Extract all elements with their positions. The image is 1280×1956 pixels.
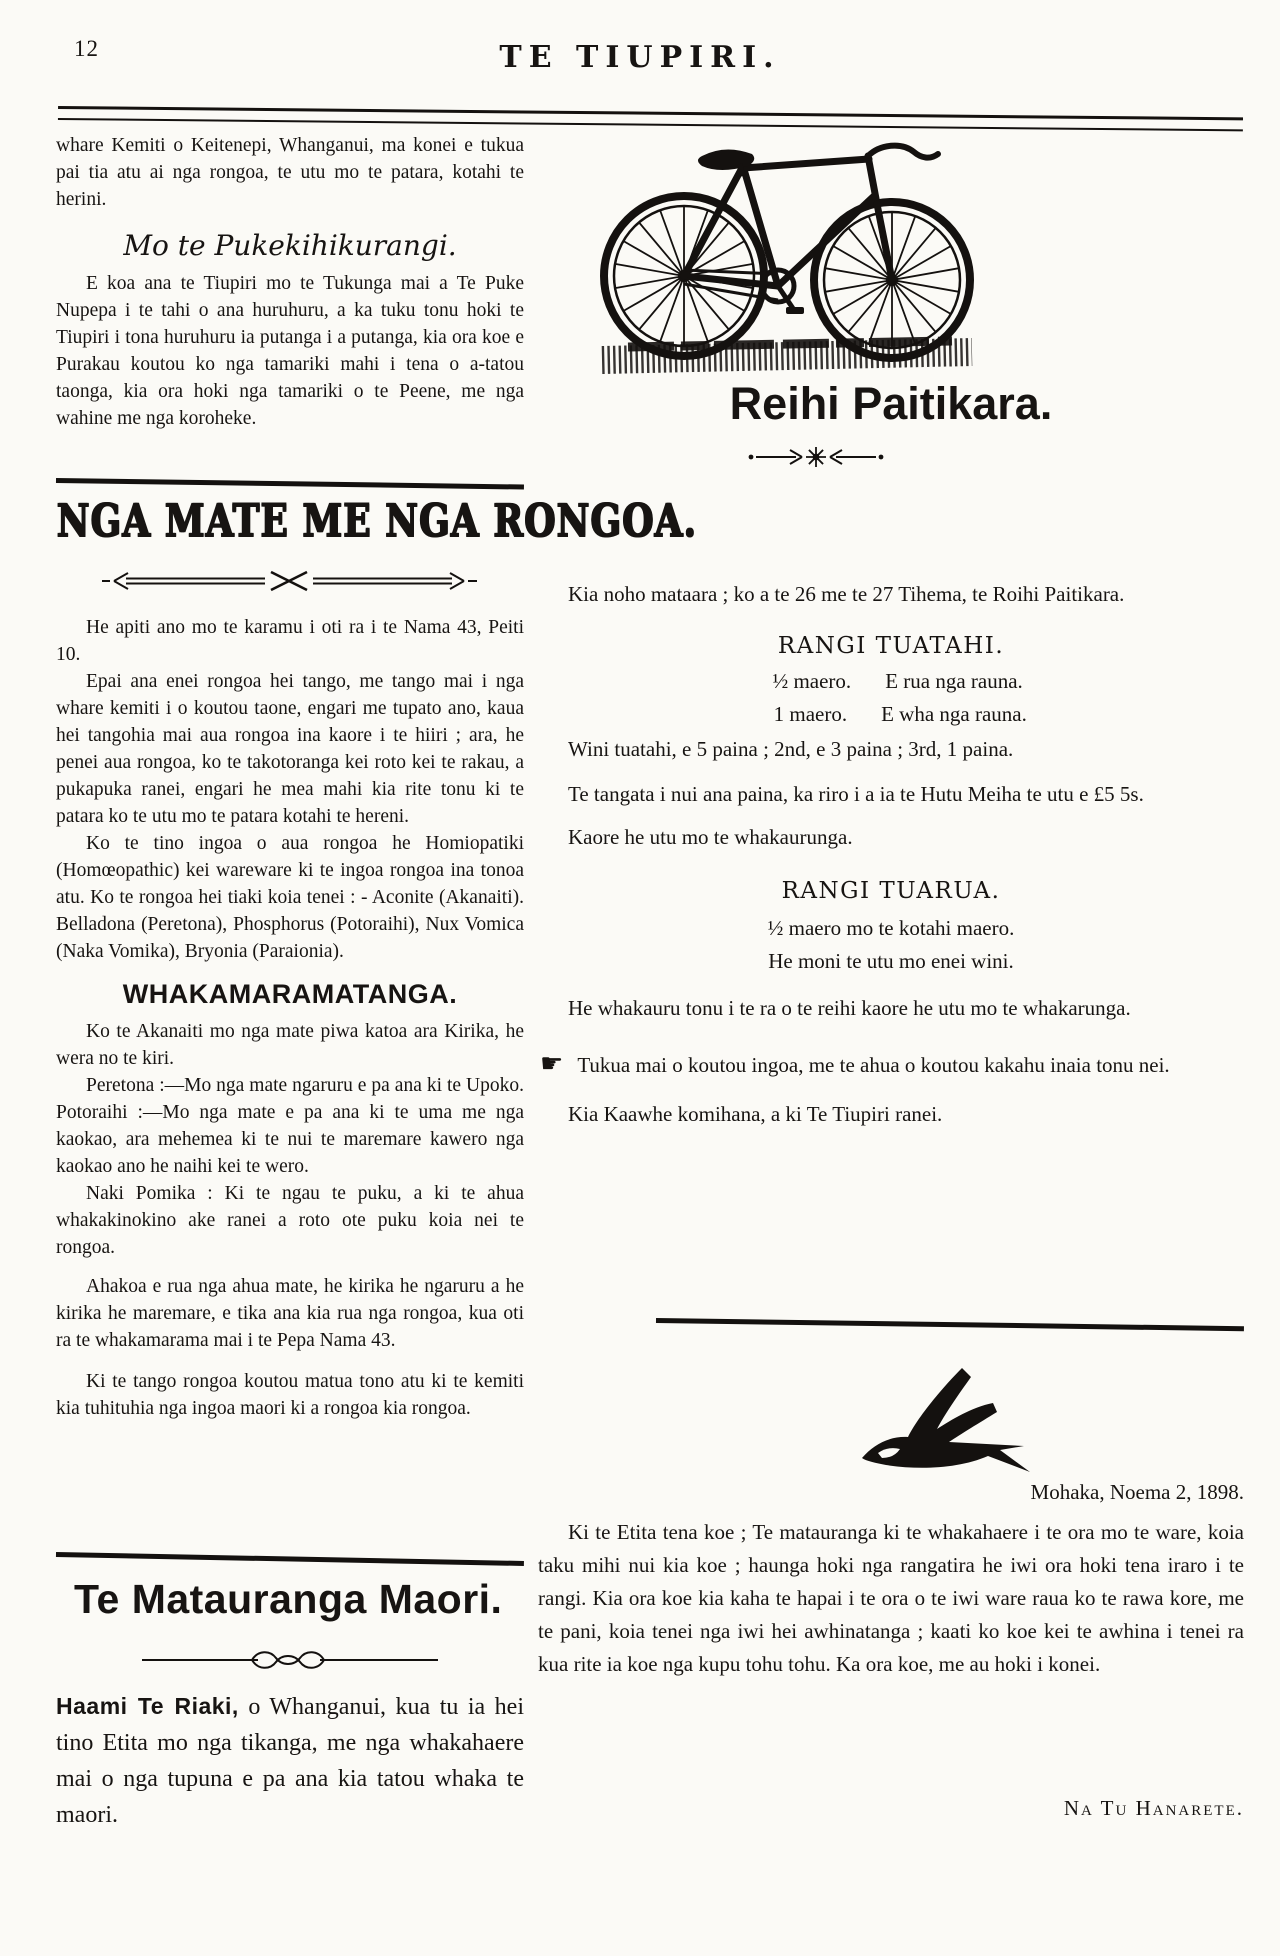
letter-dateline: Mohaka, Noema 2, 1898. [1030, 1480, 1244, 1504]
pointing-hand-icon: ☛ [540, 1049, 564, 1078]
page-number: 12 [74, 36, 99, 61]
heading-te-matauranga-maori: Te Matauranga Maori. [74, 1576, 503, 1622]
paragraph-haami-te-riaki [56, 1688, 524, 1833]
race-distance-row [538, 698, 1244, 731]
distance-label: 1 maero. [773, 702, 848, 726]
section-rule [56, 478, 524, 489]
headline-nga-mate: NGA MATE ME NGA RONGOA. [56, 494, 697, 547]
paragraph-tukua-mai [538, 1049, 1244, 1082]
paragraph-apiti: He apiti ano mo te karamu i oti ra i te Nama 43, Peiti 10. [56, 617, 524, 665]
right-column [538, 0, 1244, 1956]
paragraph-ingoa: Ko te tino ingoa o aua rongoa he Homiopatiki (Homœopathic) kei wareware ki te ingoa rongoa ina tonoa atu. Ko te rongoa hei tiaki koia tenei : - Aconite (Akanaiti). Belladona (Peretona), Phosphorus (Potoraihi), Nux Vomica (Naka Vomika), Bryonia (Paraionia). [56, 833, 524, 962]
star-ornament [538, 444, 1244, 470]
paragraph-te-tangata: Te tangata i nui ana paina, ka riro i a ia te Hutu Meiha te utu e £5 5s. [568, 782, 1144, 806]
tuarua-text: He moni te utu mo enei wini. [768, 949, 1014, 973]
paragraph-wini-tuatahi: Wini tuatahi, e 5 paina ; 2nd, e 3 paina ; 3rd, 1 paina. [568, 737, 1014, 761]
heading-rangi-tuarua: RANGI TUARUA. [781, 878, 1001, 904]
distance-label: ½ maero. [772, 669, 852, 693]
tuarua-line [538, 945, 1244, 978]
letter-body: Ki te Etita tena koe ; Te matauranga ki te whakahaere i te ora mo te ware, koia taku mihi nui kia koe ; haunga hoki nga rangatira he iwi ora hoki tena iraro i te rangi. Kia ora koe kia kaha te hapai i te ora o te iwi ware raua ko te rawa kore, me te pani, koia tenei nga iwi hei awhinatanga ; kaati ko koe kei te awhina i tenei ra kua rite ia koe nga kupu tohu tohu. Ka ora koe, me au hoki i konei. [538, 1520, 1244, 1676]
paragraph-kaore-he-utu: Kaore he utu mo te whakaurunga. [568, 825, 853, 849]
paragraph-chemist: whare Kemiti o Keitenepi, Whanganui, ma konei e tukua pai tia atu ai nga rongoa, te utu mo te patara, kotahi te herini. [56, 135, 524, 210]
knot-divider [56, 1648, 524, 1672]
haami-paragraph-rest: o Whanganui, kua tu ia hei tino Etita mo nga tikanga, me nga whakahaere mai o nga tupuna e pa ana kia tatou whaka te maori. [56, 1694, 525, 1828]
paragraph-ki-te-tango: Ki te tango rongoa koutou matua tono atu ki te kemiti kia tuhituhia nga ingoa maori ki a rongoa kia rongoa. [56, 1371, 524, 1419]
arrow-cross-divider-icon [100, 568, 480, 594]
letter-signature: Na Tu Hanarete. [1063, 1796, 1244, 1820]
tuarua-text: ½ maero mo te kotahi maero. [767, 916, 1015, 940]
rounds-value: E rua nga rauna. [885, 669, 1023, 693]
haami-name-lead: Haami Te Riaki, [56, 1693, 239, 1719]
paragraph-akanaiti: Ko te Akanaiti mo nga mate piwa katoa ara Kirika, he wera no te kiri. [56, 1021, 524, 1069]
masthead-title: TE TIUPIRI. [499, 40, 781, 75]
section-rule [656, 1318, 1244, 1331]
arrow-divider [56, 568, 524, 594]
heading-rangi-tuatahi: RANGI TUATAHI. [777, 633, 1005, 659]
rounds-value: E wha nga rauna. [881, 702, 1027, 726]
paragraph-kia-kaawhe: Kia Kaawhe komihana, a ki Te Tiupiri ranei. [568, 1102, 943, 1126]
race-distance-row [538, 665, 1244, 698]
bicycle-icon [580, 104, 990, 390]
paragraph-peretona: Peretona :—Mo nga mate ngaruru e pa ana ki te Upoko. Potoraihi :—Mo nga mate e pa ana ki te uma me nga kaokao, ara mehemea ki te nui te maremare kawero nga kaokao ano he naihi kei te wero. [56, 1075, 524, 1177]
heading-reihi-paitikara: Reihi Paitikara. [729, 378, 1053, 429]
tukua-text: Tukua mai o koutou ingoa, me te ahua o koutou kakahu inaia tonu nei. [577, 1053, 1170, 1077]
paragraph-kia-noho: Kia noho mataara ; ko a te 26 me te 27 Tihema, te Roihi Paitikara. [568, 582, 1125, 606]
heading-whakamaramatanga: WHAKAMARAMATANGA. [122, 979, 458, 1009]
knot-divider-icon [140, 1648, 440, 1672]
paragraph-ahakoa: Ahakoa e rua nga ahua mate, he kirika he ngaruru a he kirika he maremare, e tika ana kia rua nga rongoa, kua oti ra te whakamarama mai i te Pepa Nama 43. [56, 1276, 524, 1351]
paragraph-naki-pomika: Naki Pomika : Ki te ngau te puku, a ki te ahua whakakinokino ake ranei a roto ote puku koia nei te rongoa. [56, 1183, 524, 1258]
paragraph-whakauru: He whakauru tonu i te ra o te reihi kaore he utu mo te whakarunga. [568, 996, 1131, 1020]
paragraph-epai: Epai ana enei rongoa hei tango, me tango mai i nga whare kemiti i o koutou taone, engari me tupato ano, kaua hei tangohia mai aua rongoa ina kaore i te hiiri ; ara, he penei aua rongoa, ko te takotoranga kei roto kei te rakau, a pukapuka ranei, engari he mea mahi kia rite tonu ki te patara ko te utu mo te patara kotahi te hereni. [56, 671, 524, 827]
left-column [56, 0, 697, 1956]
paragraph-tiupiri-thanks: E koa ana te Tiupiri mo te Tukunga mai a Te Puke Nupepa i te tahi o ana huruhuru, a ka tuku tonu hoki te Tiupiri i tona huruhuru ia putanga i a putanga, kia ora koe e Purakau koutou ko nga tamariki mahi i tena o a-tatou taonga, kia ora hoki nga tamariki o te Peene, me nga wahine me nga koroheke. [56, 273, 524, 429]
star-arrow-ornament-icon [746, 444, 886, 470]
section-rule [56, 1552, 524, 1565]
tuarua-line [538, 912, 1244, 945]
heading-pukekihikurangi: Mo te Pukekihikurangi. [123, 229, 457, 262]
swallow-icon [848, 1352, 1048, 1478]
swallow-illustration [848, 1352, 1048, 1483]
bicycle-illustration [580, 104, 990, 395]
